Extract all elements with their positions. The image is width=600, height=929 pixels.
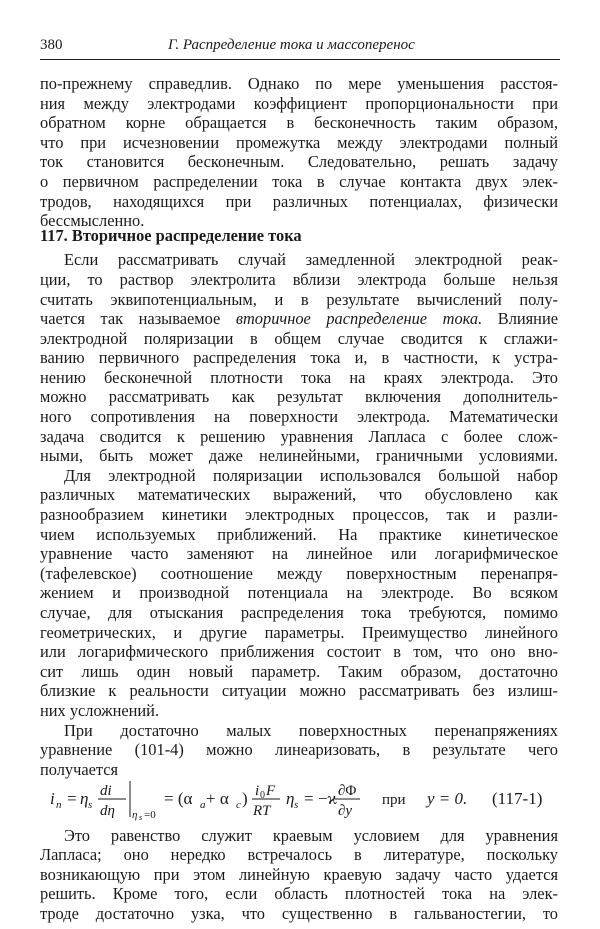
text-line: что при исчезновении промежутка между электродами полный	[40, 133, 558, 152]
text-line: ными, быть может даже нелинейными, граничными условиями.	[40, 446, 558, 465]
section-number: 117.	[40, 226, 68, 245]
text-line: тродов, находящихся при различных потенциалах, физически	[40, 192, 558, 211]
text-line: ванию первичного распределения тока и, в частности, к устра-	[40, 348, 558, 367]
eq-dphi: ∂Φ	[338, 783, 357, 799]
text-line: Для электродной поляризации использовался большой набор	[64, 466, 558, 485]
text-line: (тафелевское) соотношение между поверхностным перенапря-	[40, 564, 558, 583]
italic-term: вторичное распределение тока.	[235, 309, 483, 328]
text-line: Это равенство служит краевым условием для уравнения	[64, 826, 558, 845]
text-line: электродной поляризации в общем случае сводится к сглажи-	[40, 329, 558, 348]
eq-eta-sub: s	[88, 799, 93, 811]
text-line: или логарифмического приближения состоит в том, что оно вно-	[40, 642, 558, 661]
eq-i0f-f: F	[266, 783, 276, 799]
section-heading	[40, 226, 558, 246]
text-line: троде достаточно узка, что существенно в гальваностегии, то	[40, 904, 558, 923]
eq-equals: =	[67, 789, 77, 808]
text-line	[40, 310, 558, 328]
page-number: 380	[40, 37, 63, 53]
page-header	[40, 37, 560, 60]
text-line: чием используемых приближений. На практике кинетическое	[40, 525, 558, 544]
equation-117-1	[40, 777, 560, 823]
eq-eta2: η	[286, 789, 295, 808]
eq-alpha-open: = (α	[164, 789, 193, 808]
eq-alpha-plus: + α	[206, 789, 229, 808]
text-line: можно рассматривать как результат включения дополнитель-	[40, 387, 558, 406]
text-line: различных математических выражений, что обусловлено как	[40, 485, 558, 504]
text-fragment: Влияние	[482, 309, 559, 328]
text-line: ния между электродами коэффициент пропорциональности при	[40, 94, 558, 113]
text-line: Если рассматривать случай замедленной электродной реак-	[64, 250, 558, 269]
text-line: разнообразием кинетики электродных процессов, так и разли-	[40, 505, 558, 524]
eq-i0f-i: i	[255, 783, 260, 799]
text-line: При достаточно малых поверхностных перенапряжениях	[64, 721, 558, 740]
eq-kappa: = −ϰ	[304, 789, 337, 808]
eq-frac-num: di	[100, 783, 112, 799]
text-line: задача сводится к решению уравнения Лапласа с более слож-	[40, 427, 558, 446]
text-line: ного сопротивления на поверхности электрода. Математически	[40, 407, 558, 426]
eq-alpha-c: c	[236, 799, 241, 811]
text-line: возникающую при этом линейную краевую задачу часто удается	[40, 865, 558, 884]
eq-eval-eta: η	[132, 809, 138, 821]
eq-condition: y = 0.	[427, 789, 468, 808]
text-line: Лапласа; оно нередко встречалось в литературе, поскольку	[40, 845, 558, 864]
text-line: случае, для отыскания распределения тока требуются, помимо	[40, 603, 558, 622]
text-line: жением и производной потенциала на электроде. Во всяком	[40, 583, 558, 602]
eq-alpha-a: a	[200, 799, 206, 811]
text-line: получается	[40, 760, 119, 779]
eq-dy: ∂y	[338, 803, 353, 819]
text-line: геометрических, и другие параметры. Преимущество линейного	[40, 623, 558, 642]
text-line: уравнение часто заменяют на линейное или логарифмическое	[40, 544, 558, 563]
eq-i0f-0: 0	[260, 790, 265, 801]
eq-alpha-close: )	[242, 789, 248, 808]
eq-eval-val: =0	[144, 809, 156, 821]
text-line: уравнение (101-4) можно линеаризовать, в результате чего	[40, 740, 558, 759]
eq-lhs-sub: n	[56, 799, 62, 811]
text-line: бессмысленно.	[40, 211, 145, 230]
text-line: них усложнений.	[40, 701, 160, 720]
eq-rt: RT	[253, 803, 271, 819]
text-line: обратном корне обращается в бесконечность таким образом,	[40, 113, 558, 132]
running-title: Г. Распределение тока и массоперенос	[168, 37, 415, 53]
text-line: ток становится бесконечным. Следовательно, решать задачу	[40, 152, 558, 171]
eq-eta: η	[80, 789, 89, 808]
text-line: сит лишь один новый параметр. Таким образом, достаточно	[40, 662, 558, 681]
text-line: ции, то раствор электролита вблизи электрода больше нельзя	[40, 270, 558, 289]
eq-eta2-sub: s	[294, 799, 299, 811]
text-line: близкие к реальности ситуации можно рассматривать без излиш-	[40, 681, 558, 700]
eq-tag: (117-1)	[492, 789, 543, 808]
eq-when: при	[382, 792, 406, 808]
text-fragment: чается так называемое	[40, 309, 236, 328]
text-line: решить. Кроме того, если область плотностей тока на элек-	[40, 884, 558, 903]
text-line: считать эквипотенциальным, и в результате вычислений полу-	[40, 290, 558, 309]
text-line: по-прежнему справедлив. Однако по мере уменьшения расстоя-	[40, 74, 558, 93]
eq-frac-den: dη	[100, 803, 115, 819]
eq-lhs: i	[50, 789, 55, 808]
eq-eval-s: s	[139, 813, 143, 822]
text-line: о первичном распределении тока в случае контакта двух элек-	[40, 172, 558, 191]
text-line: нению бесконечной плотности тока на краях электрода. Это	[40, 368, 558, 387]
section-title: Вторичное распределение тока	[71, 226, 302, 245]
